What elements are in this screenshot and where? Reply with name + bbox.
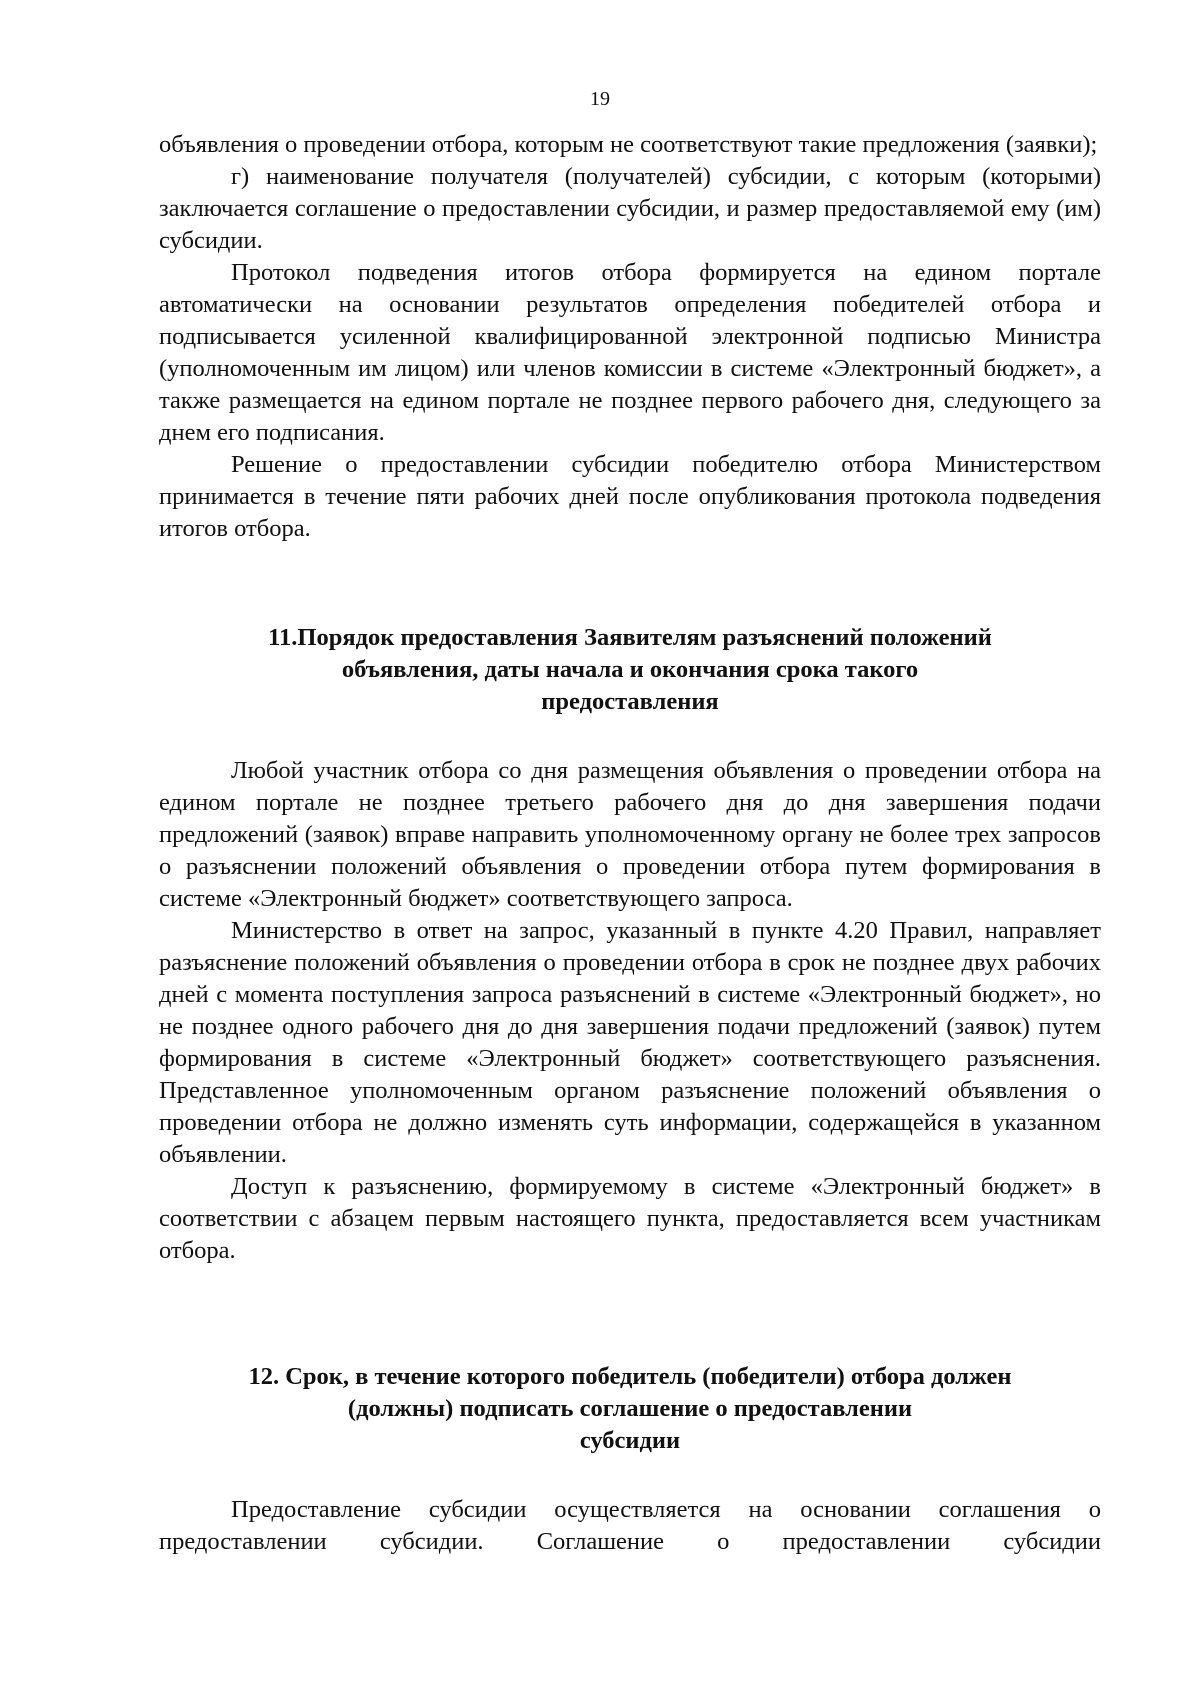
section-12-body [159,1494,1101,1558]
heading-line: (должны) подписать соглашение о предоставлении [347,1395,913,1422]
paragraph: Любой участник отбора со дня размещения объявления о проведении отбора на едином портале не позднее третьего рабочего дня до дня завершения подачи предложений (заявок) вправе направить уполномоченному органу не более трех запросов о разъяснении положений объявления о проведении отбора путем формирования в системе «Электронный бюджет» соответствующего запроса. [159,757,1101,912]
paragraph: Доступ к разъяснению, формируемому в системе «Электронный бюджет» в соответствии с абзацем первым настоящего пункта, предоставляется всем участникам отбора. [159,1173,1101,1264]
paragraph: объявления о проведении отбора, которым не соответствуют такие предложения (заявки); [159,131,1098,158]
heading-line: предоставления [541,688,719,715]
paragraph: Решение о предоставлении субсидии победителю отбора Министерством принимается в течение пяти рабочих дней после опубликования протокола подведения итогов отбора. [159,451,1101,542]
heading-line: 11.Порядок предоставления Заявителям разъяснений положений [268,624,992,651]
section-11-heading [159,622,1101,718]
paragraph: Предоставление субсидии осуществляется на основании соглашения о предоставлении субсидии. Соглашение о предоставлении субсидии [159,1496,1101,1555]
heading-line: объявления, даты начала и окончания срока такого [341,656,919,683]
heading-line: 12. Срок, в течение которого победитель (победители) отбора должен [248,1363,1012,1390]
paragraph: г) наименование получателя (получателей) субсидии, с которым (которыми) заключается соглашение о предоставлении субсидии, и размер предоставляемой ему (им) субсидии. [159,163,1101,254]
paragraph: Протокол подведения итогов отбора формируется на едином портале автоматически на основании результатов определения победителей отбора и подписывается усиленной квалифицированной электронной подписью Министра (уполномоченным им лицом) или членов комиссии в системе «Электронный бюджет», а также размещается на едином портале не позднее первого рабочего дня, следующего за днем его подписания. [159,259,1101,446]
section-11-body [159,755,1101,1267]
page-number: 19 [590,88,610,110]
heading-line: субсидии [579,1427,681,1454]
section-12-heading [159,1361,1101,1457]
paragraph: Министерство в ответ на запрос, указанный в пункте 4.20 Правил, направляет разъяснение положений объявления о проведении отбора в срок не позднее двух рабочих дней с момента поступления запроса разъяснений в системе «Электронный бюджет», но не позднее одного рабочего дня до дня завершения подачи предложений (заявок) путем формирования в системе «Электронный бюджет» соответствующего разъяснения. Представленное уполномоченным органом разъяснение положений объявления о проведении отбора не должно изменять суть информации, содержащейся в указанном объявлении. [159,917,1101,1168]
intro-text-block [159,129,1101,545]
